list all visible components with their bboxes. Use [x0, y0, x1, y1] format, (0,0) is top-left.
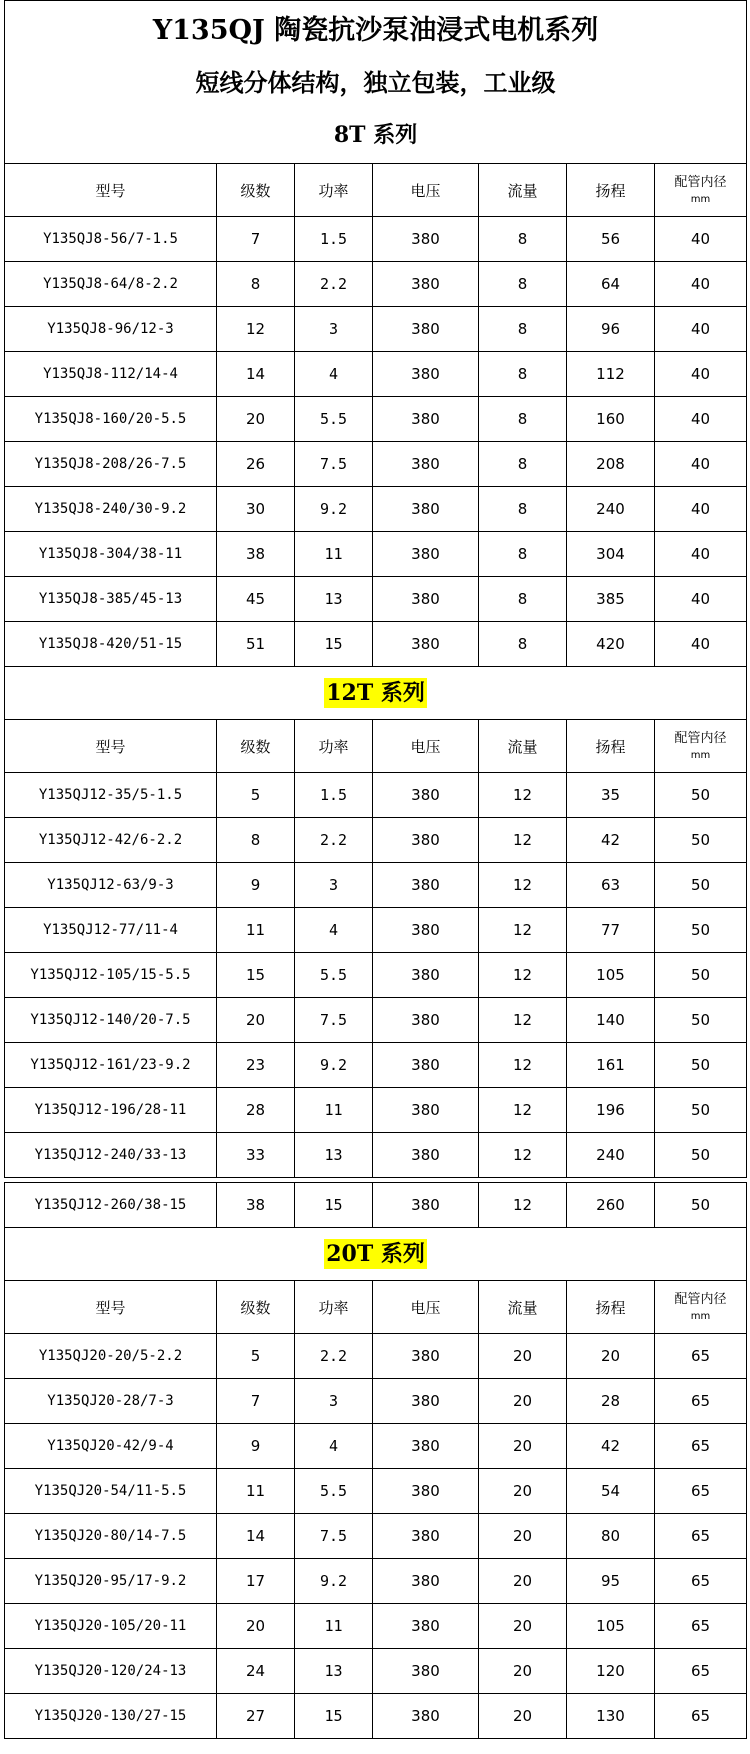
table-row	[5, 773, 747, 818]
col-model-header: 型号	[5, 164, 217, 217]
section-title-row	[5, 667, 747, 720]
col-voltage: 380	[373, 442, 479, 487]
col-head: 304	[567, 532, 655, 577]
col-head-header: 扬程	[567, 1281, 655, 1334]
col-head: 196	[567, 1088, 655, 1133]
table-row	[5, 217, 747, 262]
col-model: Y135QJ12-260/38-15	[5, 1183, 217, 1228]
col-head: 161	[567, 1043, 655, 1088]
col-voltage: 380	[373, 1559, 479, 1604]
col-pipe: 40	[655, 262, 747, 307]
col-power: 7.5	[295, 998, 373, 1043]
section-title: 12T 系列	[326, 680, 425, 706]
col-voltage: 380	[373, 532, 479, 577]
col-pipe: 65	[655, 1379, 747, 1424]
col-model: Y135QJ12-140/20-7.5	[5, 998, 217, 1043]
col-stages: 30	[217, 487, 295, 532]
table-row	[5, 262, 747, 307]
table-row	[5, 1183, 747, 1228]
col-power: 11	[295, 532, 373, 577]
col-power: 3	[295, 1379, 373, 1424]
col-power: 1.5	[295, 217, 373, 262]
col-power: 15	[295, 1694, 373, 1739]
col-stages: 11	[217, 1469, 295, 1514]
col-head: 64	[567, 262, 655, 307]
col-head: 260	[567, 1183, 655, 1228]
col-flow: 8	[479, 622, 567, 667]
table-row	[5, 1649, 747, 1694]
col-power: 11	[295, 1604, 373, 1649]
col-model: Y135QJ12-161/23-9.2	[5, 1043, 217, 1088]
table-row	[5, 487, 747, 532]
col-model: Y135QJ20-105/20-11	[5, 1604, 217, 1649]
col-model-header: 型号	[5, 720, 217, 773]
col-pipe: 50	[655, 953, 747, 998]
col-head: 77	[567, 908, 655, 953]
col-voltage: 380	[373, 1334, 479, 1379]
col-flow-header: 流量	[479, 1281, 567, 1334]
col-model: Y135QJ12-63/9-3	[5, 863, 217, 908]
col-stages: 28	[217, 1088, 295, 1133]
col-stages: 9	[217, 863, 295, 908]
col-model: Y135QJ12-105/15-5.5	[5, 953, 217, 998]
column-header-row	[5, 1281, 747, 1334]
col-stages: 7	[217, 217, 295, 262]
col-model: Y135QJ8-64/8-2.2	[5, 262, 217, 307]
col-model-header: 型号	[5, 1281, 217, 1334]
col-stages: 17	[217, 1559, 295, 1604]
col-voltage-header: 电压	[373, 720, 479, 773]
col-stages: 26	[217, 442, 295, 487]
col-voltage: 380	[373, 217, 479, 262]
col-stages: 9	[217, 1424, 295, 1469]
table-row	[5, 352, 747, 397]
col-head: 130	[567, 1694, 655, 1739]
col-stages: 14	[217, 1514, 295, 1559]
col-flow: 20	[479, 1334, 567, 1379]
col-voltage: 380	[373, 1183, 479, 1228]
col-model: Y135QJ8-96/12-3	[5, 307, 217, 352]
col-power: 9.2	[295, 487, 373, 532]
col-flow-header: 流量	[479, 164, 567, 217]
col-stages: 38	[217, 1183, 295, 1228]
col-model: Y135QJ20-20/5-2.2	[5, 1334, 217, 1379]
col-voltage: 380	[373, 352, 479, 397]
table-row	[5, 1469, 747, 1514]
spec-table-body	[5, 1, 747, 1739]
col-power-header: 功率	[295, 1281, 373, 1334]
col-stages: 8	[217, 818, 295, 863]
col-stages: 20	[217, 397, 295, 442]
col-model: Y135QJ20-42/9-4	[5, 1424, 217, 1469]
col-power: 15	[295, 1183, 373, 1228]
col-head: 42	[567, 1424, 655, 1469]
col-head: 208	[567, 442, 655, 487]
table-row	[5, 998, 747, 1043]
col-stages: 15	[217, 953, 295, 998]
title-block	[5, 1, 747, 164]
col-voltage-header: 电压	[373, 1281, 479, 1334]
col-pipe: 40	[655, 532, 747, 577]
col-stages: 20	[217, 998, 295, 1043]
col-head: 80	[567, 1514, 655, 1559]
col-voltage: 380	[373, 863, 479, 908]
col-stages: 20	[217, 1604, 295, 1649]
col-flow: 12	[479, 1043, 567, 1088]
table-row	[5, 818, 747, 863]
col-voltage-header: 电压	[373, 164, 479, 217]
col-stages: 51	[217, 622, 295, 667]
col-flow: 8	[479, 397, 567, 442]
col-flow: 20	[479, 1379, 567, 1424]
col-flow: 8	[479, 577, 567, 622]
col-voltage: 380	[373, 1694, 479, 1739]
col-pipe: 50	[655, 818, 747, 863]
col-stages: 23	[217, 1043, 295, 1088]
col-pipe: 50	[655, 1133, 747, 1178]
col-flow: 12	[479, 998, 567, 1043]
col-flow: 20	[479, 1604, 567, 1649]
col-stages: 7	[217, 1379, 295, 1424]
col-voltage: 380	[373, 818, 479, 863]
col-power: 13	[295, 577, 373, 622]
col-pipe: 50	[655, 1088, 747, 1133]
table-row	[5, 1604, 747, 1649]
col-flow: 12	[479, 953, 567, 998]
subtitle: 短线分体结构，独立包装，工业级	[195, 68, 556, 97]
col-model: Y135QJ8-160/20-5.5	[5, 397, 217, 442]
col-stages-header: 级数	[217, 720, 295, 773]
col-pipe: 50	[655, 998, 747, 1043]
col-head: 160	[567, 397, 655, 442]
col-power: 4	[295, 352, 373, 397]
col-model: Y135QJ20-95/17-9.2	[5, 1559, 217, 1604]
column-header-row	[5, 720, 747, 773]
section-title: 20T 系列	[326, 1241, 425, 1267]
col-flow: 20	[479, 1424, 567, 1469]
col-model: Y135QJ20-28/7-3	[5, 1379, 217, 1424]
col-stages: 24	[217, 1649, 295, 1694]
col-voltage: 380	[373, 1379, 479, 1424]
col-head: 385	[567, 577, 655, 622]
col-voltage: 380	[373, 998, 479, 1043]
table-row	[5, 1088, 747, 1133]
col-stages: 14	[217, 352, 295, 397]
col-head: 95	[567, 1559, 655, 1604]
col-head: 28	[567, 1379, 655, 1424]
col-voltage: 380	[373, 953, 479, 998]
col-head: 240	[567, 487, 655, 532]
col-power: 2.2	[295, 1334, 373, 1379]
col-voltage: 380	[373, 1043, 479, 1088]
col-pipe: 65	[655, 1514, 747, 1559]
col-model: Y135QJ8-208/26-7.5	[5, 442, 217, 487]
spec-table	[4, 0, 747, 1739]
pipe-unit-label: mm	[690, 194, 711, 205]
section-title-row	[5, 1228, 747, 1281]
col-model: Y135QJ8-56/7-1.5	[5, 217, 217, 262]
col-model: Y135QJ12-77/11-4	[5, 908, 217, 953]
col-voltage: 380	[373, 1424, 479, 1469]
col-power: 1.5	[295, 773, 373, 818]
col-power: 3	[295, 863, 373, 908]
col-pipe: 50	[655, 773, 747, 818]
col-pipe: 65	[655, 1334, 747, 1379]
table-row	[5, 1424, 747, 1469]
col-flow: 12	[479, 1133, 567, 1178]
col-pipe: 40	[655, 622, 747, 667]
col-head: 63	[567, 863, 655, 908]
col-flow: 8	[479, 532, 567, 577]
col-power-header: 功率	[295, 720, 373, 773]
col-flow: 20	[479, 1559, 567, 1604]
pipe-header-label: 配管内径	[674, 731, 727, 746]
col-pipe: 50	[655, 1183, 747, 1228]
col-head-header: 扬程	[567, 164, 655, 217]
col-model: Y135QJ8-420/51-15	[5, 622, 217, 667]
col-power: 4	[295, 908, 373, 953]
col-flow: 12	[479, 863, 567, 908]
col-pipe-header	[655, 1281, 747, 1334]
col-pipe: 40	[655, 577, 747, 622]
col-pipe: 40	[655, 487, 747, 532]
col-voltage: 380	[373, 1649, 479, 1694]
col-model: Y135QJ20-120/24-13	[5, 1649, 217, 1694]
col-pipe: 50	[655, 908, 747, 953]
col-head: 35	[567, 773, 655, 818]
col-model: Y135QJ12-42/6-2.2	[5, 818, 217, 863]
col-pipe: 40	[655, 307, 747, 352]
col-head: 112	[567, 352, 655, 397]
col-model: Y135QJ12-35/5-1.5	[5, 773, 217, 818]
title-row	[5, 1, 747, 164]
table-row	[5, 1043, 747, 1088]
col-stages: 8	[217, 262, 295, 307]
col-stages-header: 级数	[217, 1281, 295, 1334]
col-power: 13	[295, 1649, 373, 1694]
col-flow: 8	[479, 307, 567, 352]
first-series-title: 8T 系列	[333, 122, 418, 148]
col-power-header: 功率	[295, 164, 373, 217]
col-flow: 12	[479, 773, 567, 818]
col-voltage: 380	[373, 487, 479, 532]
table-row	[5, 397, 747, 442]
col-stages: 27	[217, 1694, 295, 1739]
col-stages-header: 级数	[217, 164, 295, 217]
col-model: Y135QJ12-240/33-13	[5, 1133, 217, 1178]
table-row	[5, 908, 747, 953]
table-row	[5, 622, 747, 667]
col-stages: 5	[217, 1334, 295, 1379]
col-stages: 5	[217, 773, 295, 818]
col-pipe: 40	[655, 352, 747, 397]
col-head: 420	[567, 622, 655, 667]
col-pipe: 65	[655, 1424, 747, 1469]
col-voltage: 380	[373, 908, 479, 953]
col-voltage: 380	[373, 622, 479, 667]
col-voltage: 380	[373, 262, 479, 307]
col-head: 20	[567, 1334, 655, 1379]
col-stages: 12	[217, 307, 295, 352]
main-title: Y135QJ 陶瓷抗沙泵油浸式电机系列	[152, 15, 599, 46]
table-row	[5, 307, 747, 352]
column-header-row	[5, 164, 747, 217]
table-row	[5, 1334, 747, 1379]
col-flow-header: 流量	[479, 720, 567, 773]
col-flow: 8	[479, 442, 567, 487]
col-head: 240	[567, 1133, 655, 1178]
col-model: Y135QJ8-240/30-9.2	[5, 487, 217, 532]
col-pipe: 65	[655, 1694, 747, 1739]
col-voltage: 380	[373, 1514, 479, 1559]
table-row	[5, 442, 747, 487]
col-flow: 12	[479, 908, 567, 953]
col-power: 2.2	[295, 262, 373, 307]
col-pipe: 65	[655, 1559, 747, 1604]
section-title-cell	[5, 1228, 747, 1281]
col-pipe: 40	[655, 442, 747, 487]
col-flow: 12	[479, 1183, 567, 1228]
col-voltage: 380	[373, 397, 479, 442]
col-flow: 8	[479, 487, 567, 532]
table-row	[5, 532, 747, 577]
pipe-unit-label: mm	[690, 1311, 711, 1322]
table-row	[5, 1559, 747, 1604]
col-power: 15	[295, 622, 373, 667]
col-power: 5.5	[295, 1469, 373, 1514]
col-pipe-header	[655, 164, 747, 217]
section-title-cell	[5, 667, 747, 720]
col-pipe-header	[655, 720, 747, 773]
col-power: 13	[295, 1133, 373, 1178]
col-flow: 8	[479, 352, 567, 397]
col-head: 42	[567, 818, 655, 863]
col-flow: 20	[479, 1694, 567, 1739]
col-stages: 33	[217, 1133, 295, 1178]
col-head: 120	[567, 1649, 655, 1694]
col-model: Y135QJ20-80/14-7.5	[5, 1514, 217, 1559]
pipe-header-label: 配管内径	[674, 1292, 727, 1307]
col-power: 5.5	[295, 397, 373, 442]
col-head: 105	[567, 953, 655, 998]
col-voltage: 380	[373, 1604, 479, 1649]
table-row	[5, 577, 747, 622]
col-flow: 8	[479, 217, 567, 262]
table-row	[5, 1133, 747, 1178]
col-power: 7.5	[295, 1514, 373, 1559]
col-pipe: 65	[655, 1649, 747, 1694]
col-power: 2.2	[295, 818, 373, 863]
col-power: 11	[295, 1088, 373, 1133]
col-voltage: 380	[373, 1088, 479, 1133]
col-pipe: 50	[655, 1043, 747, 1088]
col-stages: 38	[217, 532, 295, 577]
col-model: Y135QJ20-54/11-5.5	[5, 1469, 217, 1514]
col-voltage: 380	[373, 1469, 479, 1514]
col-pipe: 50	[655, 863, 747, 908]
table-row	[5, 863, 747, 908]
col-head: 96	[567, 307, 655, 352]
col-head: 140	[567, 998, 655, 1043]
col-voltage: 380	[373, 1133, 479, 1178]
pipe-header-label: 配管内径	[674, 175, 727, 190]
col-model: Y135QJ12-196/28-11	[5, 1088, 217, 1133]
col-flow: 8	[479, 262, 567, 307]
col-stages: 45	[217, 577, 295, 622]
col-stages: 11	[217, 908, 295, 953]
col-model: Y135QJ8-112/14-4	[5, 352, 217, 397]
col-head: 54	[567, 1469, 655, 1514]
table-row	[5, 1694, 747, 1739]
col-head: 56	[567, 217, 655, 262]
col-power: 4	[295, 1424, 373, 1469]
col-head-header: 扬程	[567, 720, 655, 773]
col-flow: 12	[479, 1088, 567, 1133]
col-pipe: 65	[655, 1469, 747, 1514]
col-power: 5.5	[295, 953, 373, 998]
col-voltage: 380	[373, 307, 479, 352]
col-pipe: 40	[655, 397, 747, 442]
col-voltage: 380	[373, 773, 479, 818]
col-head: 105	[567, 1604, 655, 1649]
col-power: 9.2	[295, 1043, 373, 1088]
table-row	[5, 953, 747, 998]
col-pipe: 40	[655, 217, 747, 262]
col-flow: 12	[479, 818, 567, 863]
col-model: Y135QJ20-130/27-15	[5, 1694, 217, 1739]
col-power: 7.5	[295, 442, 373, 487]
col-model: Y135QJ8-385/45-13	[5, 577, 217, 622]
col-flow: 20	[479, 1469, 567, 1514]
col-flow: 20	[479, 1649, 567, 1694]
col-power: 9.2	[295, 1559, 373, 1604]
col-power: 3	[295, 307, 373, 352]
col-voltage: 380	[373, 577, 479, 622]
col-model: Y135QJ8-304/38-11	[5, 532, 217, 577]
table-row	[5, 1514, 747, 1559]
col-flow: 20	[479, 1514, 567, 1559]
table-row	[5, 1379, 747, 1424]
col-pipe: 65	[655, 1604, 747, 1649]
pipe-unit-label: mm	[690, 750, 711, 761]
